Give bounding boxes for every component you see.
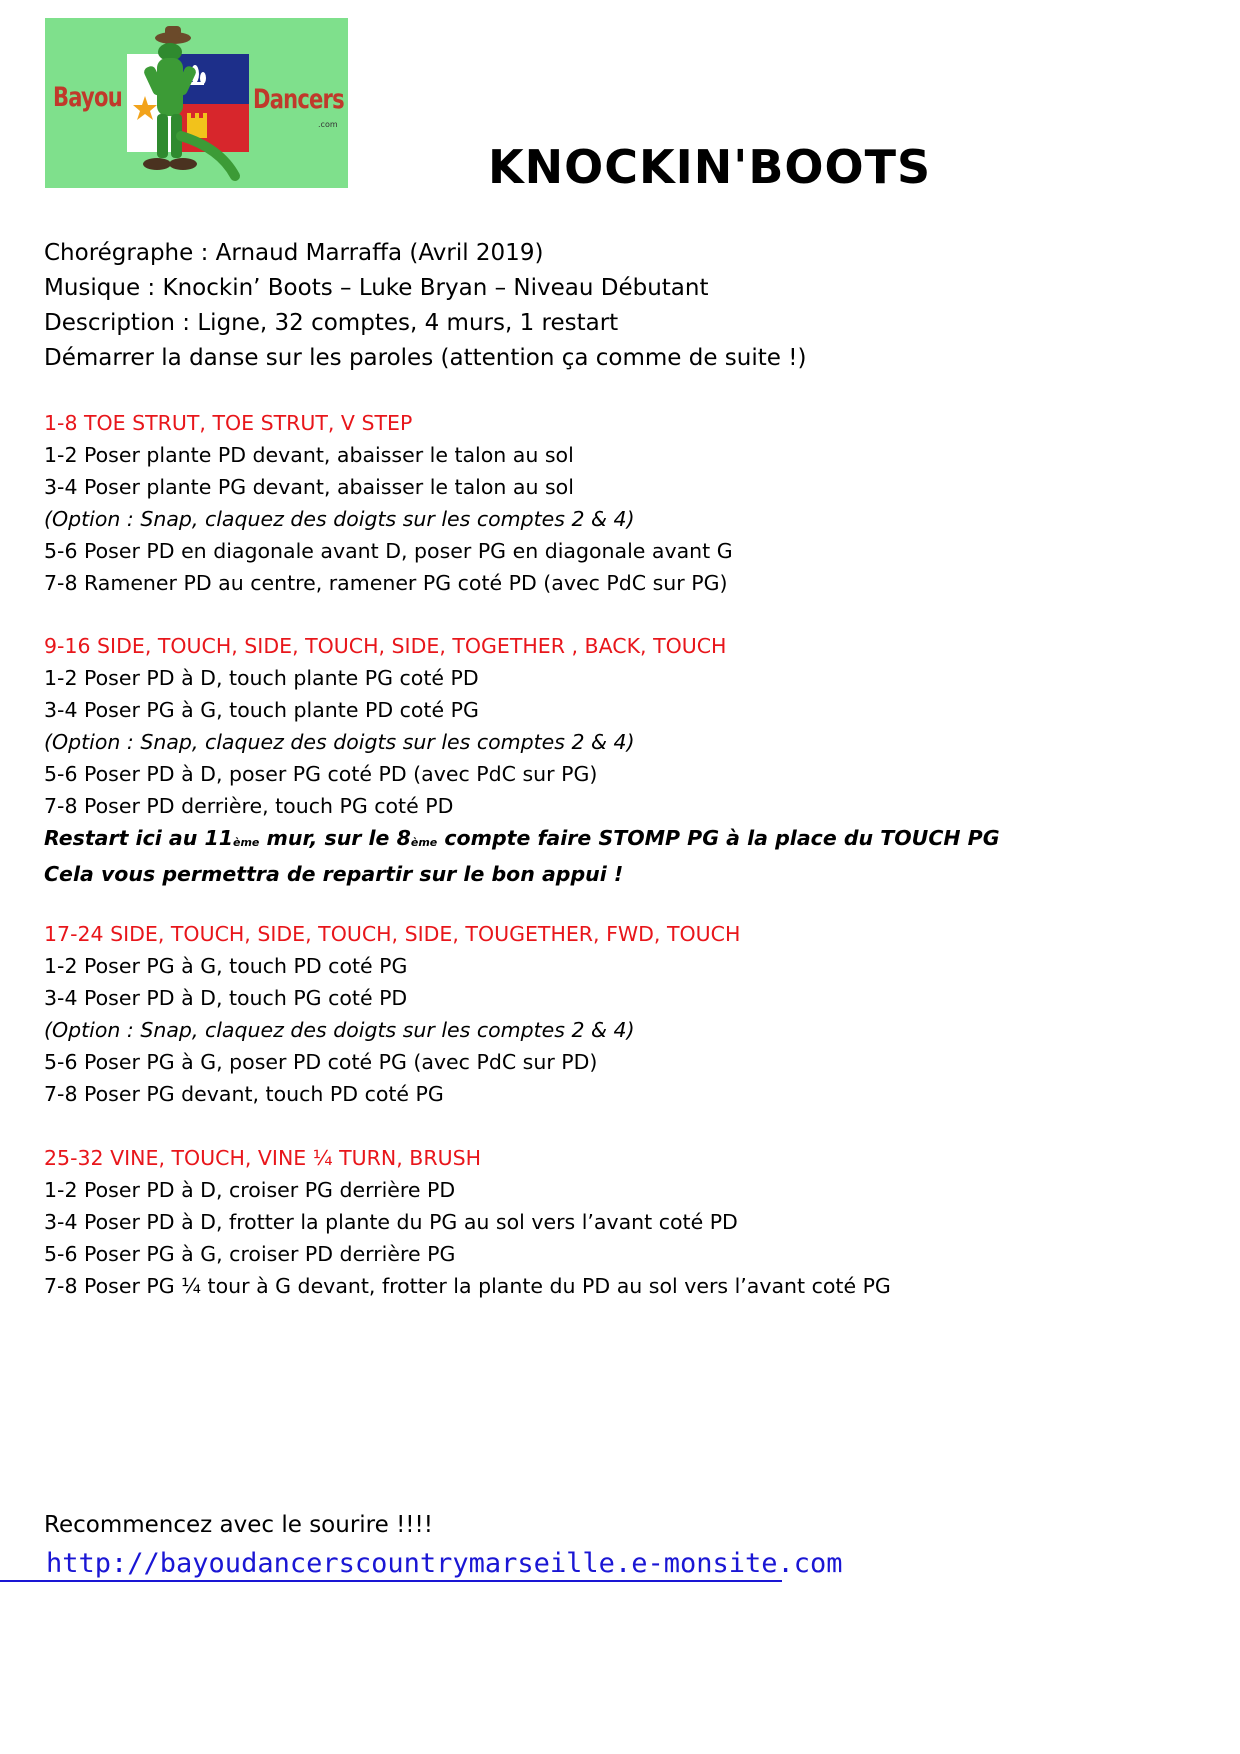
step-line: 3-4 Poser plante PG devant, abaisser le talon au sol (44, 475, 574, 499)
restart-superscript: ème (232, 836, 260, 849)
step-line: 3-4 Poser PD à D, touch PG coté PD (44, 986, 408, 1010)
step-line: 5-6 Poser PG à G, poser PD coté PG (avec PdC sur PD) (44, 1050, 598, 1074)
section-heading: 9-16 SIDE, TOUCH, SIDE, TOUCH, SIDE, TOGETHER , BACK, TOUCH (44, 634, 727, 658)
section-heading: 1-8 TOE STRUT, TOE STRUT, V STEP (44, 411, 413, 435)
step-line: 3-4 Poser PD à D, frotter la plante du PG au sol vers l’avant coté PD (44, 1210, 738, 1234)
section-25-32 (44, 1142, 891, 1302)
start-instruction-line: Démarrer la danse sur les paroles (attention ça comme de suite !) (44, 345, 807, 371)
step-line: 3-4 Poser PG à G, touch plante PD coté PG (44, 698, 479, 722)
music-line: Musique : Knockin’ Boots – Luke Bryan – Niveau Débutant (44, 275, 709, 301)
link-underline (0, 1580, 782, 1582)
restart-text: compte faire STOMP PG à la place du TOUCH PG (437, 826, 1000, 850)
logo (45, 18, 348, 188)
step-line: 1-2 Poser plante PD devant, abaisser le talon au sol (44, 443, 574, 467)
logo-sub: .com (318, 120, 338, 129)
website-link[interactable]: http://bayoudancerscountrymarseille.e-monsite.com (46, 1548, 843, 1579)
step-line: 7-8 Poser PG devant, touch PD coté PG (44, 1082, 444, 1106)
option-line: (Option : Snap, claquez des doigts sur les comptes 2 & 4) (44, 1018, 635, 1042)
option-line: (Option : Snap, claquez des doigts sur les comptes 2 & 4) (44, 507, 635, 531)
section-heading: 25-32 VINE, TOUCH, VINE ¼ TURN, BRUSH (44, 1146, 482, 1170)
restart-superscript: ème (410, 836, 438, 849)
step-line: 7-8 Poser PG ¼ tour à G devant, frotter la plante du PD au sol vers l’avant coté PG (44, 1274, 891, 1298)
option-line: (Option : Snap, claquez des doigts sur les comptes 2 & 4) (44, 730, 635, 754)
logo-word-dancers: Dancers (253, 84, 344, 115)
restart-note (44, 822, 1000, 858)
restart-note-2: Cela vous permettra de repartir sur le bon appui ! (44, 862, 624, 886)
section-1-8 (44, 407, 733, 599)
restart-text: mur, sur le 8 (259, 826, 411, 850)
description-line: Description : Ligne, 32 comptes, 4 murs, 1 restart (44, 310, 619, 336)
logo-word-bayou: Bayou (53, 82, 122, 113)
step-line: 7-8 Ramener PD au centre, ramener PG coté PD (avec PdC sur PG) (44, 571, 728, 595)
step-line: 1-2 Poser PG à G, touch PD coté PG (44, 954, 408, 978)
section-17-24 (44, 918, 740, 1110)
step-line: 1-2 Poser PD à D, croiser PG derrière PD (44, 1178, 456, 1202)
page-title: KNOCKIN'BOOTS (488, 140, 932, 194)
choreographer-line: Chorégraphe : Arnaud Marraffa (Avril 2019) (44, 240, 544, 266)
step-line: 5-6 Poser PD à D, poser PG coté PD (avec PdC sur PG) (44, 762, 598, 786)
meta-block (44, 236, 806, 376)
step-line: 7-8 Poser PD derrière, touch PG coté PD (44, 794, 454, 818)
section-9-16 (44, 630, 1000, 890)
step-line: 5-6 Poser PG à G, croiser PD derrière PG (44, 1242, 456, 1266)
section-heading: 17-24 SIDE, TOUCH, SIDE, TOUCH, SIDE, TOUGETHER, FWD, TOUCH (44, 922, 741, 946)
step-line: 1-2 Poser PD à D, touch plante PG coté PD (44, 666, 479, 690)
step-line: 5-6 Poser PD en diagonale avant D, poser PG en diagonale avant G (44, 539, 733, 563)
footer-text: Recommencez avec le sourire !!!! (44, 1512, 433, 1538)
restart-text: Restart ici au 11 (44, 826, 233, 850)
